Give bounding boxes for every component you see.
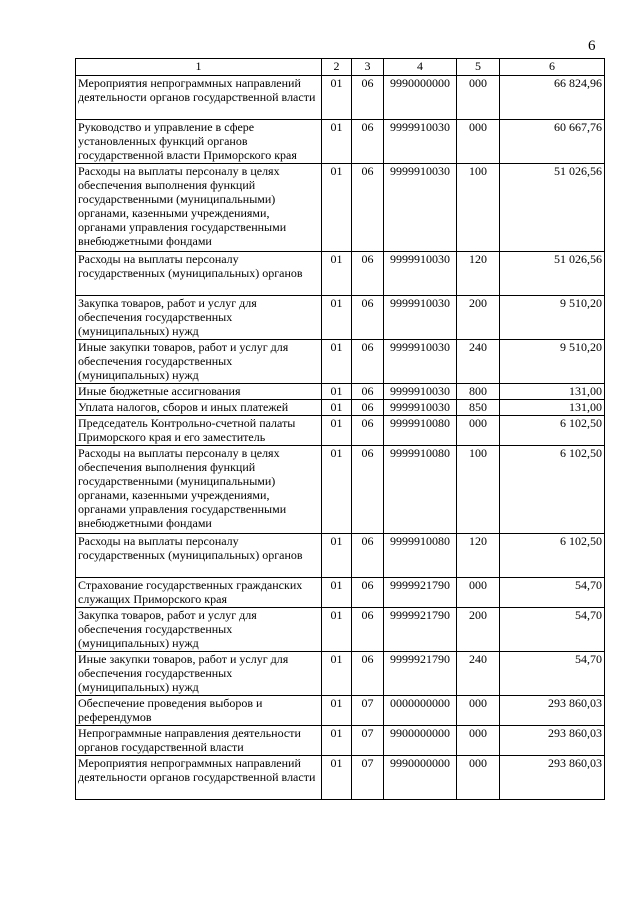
subsection-code: 07 xyxy=(352,726,384,756)
amount: 6 102,50 xyxy=(500,416,605,446)
section-code: 01 xyxy=(322,608,352,652)
expense-type-code: 120 xyxy=(457,252,500,296)
section-code: 01 xyxy=(322,446,352,534)
row-name: Закупка товаров, работ и услуг для обеспечения государственных (муниципальных) нужд xyxy=(76,296,322,340)
section-code: 01 xyxy=(322,76,352,120)
target-code: 9999910030 xyxy=(384,400,457,416)
table-row xyxy=(76,76,605,120)
row-name: Расходы на выплаты персоналу в целях обеспечения выполнения функций государственными (муниципальными) органами, казенными учреждениями, органами управления государственными внебюджетными фондами xyxy=(76,446,322,534)
table-row xyxy=(76,400,605,416)
target-code: 9999910080 xyxy=(384,416,457,446)
expense-type-code: 000 xyxy=(457,120,500,164)
section-code: 01 xyxy=(322,252,352,296)
section-code: 01 xyxy=(322,726,352,756)
row-name: Закупка товаров, работ и услуг для обеспечения государственных (муниципальных) нужд xyxy=(76,608,322,652)
row-name: Расходы на выплаты персоналу государственных (муниципальных) органов xyxy=(76,534,322,578)
table-row xyxy=(76,296,605,340)
target-code: 9900000000 xyxy=(384,726,457,756)
header-cell: 6 xyxy=(500,59,605,76)
row-name: Обеспечение проведения выборов и референдумов xyxy=(76,696,322,726)
amount: 54,70 xyxy=(500,608,605,652)
expense-type-code: 000 xyxy=(457,76,500,120)
subsection-code: 06 xyxy=(352,76,384,120)
row-name: Мероприятия непрограммных направлений деятельности органов государственной власти xyxy=(76,756,322,800)
subsection-code: 06 xyxy=(352,534,384,578)
subsection-code: 06 xyxy=(352,446,384,534)
header-cell: 1 xyxy=(76,59,322,76)
subsection-code: 06 xyxy=(352,416,384,446)
row-name: Иные закупки товаров, работ и услуг для обеспечения государственных (муниципальных) нужд xyxy=(76,652,322,696)
table-row xyxy=(76,340,605,384)
target-code: 9999910080 xyxy=(384,534,457,578)
page-number: 6 xyxy=(588,38,596,54)
expense-type-code: 100 xyxy=(457,164,500,252)
expense-type-code: 000 xyxy=(457,416,500,446)
section-code: 01 xyxy=(322,416,352,446)
target-code: 9999910030 xyxy=(384,120,457,164)
row-name: Непрограммные направления деятельности органов государственной власти xyxy=(76,726,322,756)
expense-type-code: 800 xyxy=(457,384,500,400)
row-name: Руководство и управление в сфере установленных функций органов государственной власти Приморского края xyxy=(76,120,322,164)
budget-table xyxy=(75,58,605,800)
section-code: 01 xyxy=(322,296,352,340)
expense-type-code: 000 xyxy=(457,578,500,608)
header-cell: 2 xyxy=(322,59,352,76)
target-code: 9999910030 xyxy=(384,296,457,340)
subsection-code: 07 xyxy=(352,696,384,726)
target-code: 9999910030 xyxy=(384,252,457,296)
amount: 293 860,03 xyxy=(500,726,605,756)
subsection-code: 06 xyxy=(352,164,384,252)
target-code: 9999921790 xyxy=(384,652,457,696)
subsection-code: 06 xyxy=(352,400,384,416)
row-name: Расходы на выплаты персоналу в целях обеспечения выполнения функций государственными (муниципальными) органами, казенными учреждениями, органами управления государственными внебюджетными фондами xyxy=(76,164,322,252)
table-row xyxy=(76,534,605,578)
expense-type-code: 100 xyxy=(457,446,500,534)
section-code: 01 xyxy=(322,400,352,416)
subsection-code: 06 xyxy=(352,578,384,608)
subsection-code: 06 xyxy=(352,608,384,652)
expense-type-code: 000 xyxy=(457,726,500,756)
table-row xyxy=(76,726,605,756)
target-code: 9999910030 xyxy=(384,164,457,252)
amount: 6 102,50 xyxy=(500,534,605,578)
amount: 293 860,03 xyxy=(500,756,605,800)
target-code: 9999910030 xyxy=(384,384,457,400)
section-code: 01 xyxy=(322,340,352,384)
subsection-code: 06 xyxy=(352,120,384,164)
table-row xyxy=(76,756,605,800)
row-name: Страхование государственных гражданских служащих Приморского края xyxy=(76,578,322,608)
table-row xyxy=(76,252,605,296)
section-code: 01 xyxy=(322,756,352,800)
table-row xyxy=(76,384,605,400)
subsection-code: 06 xyxy=(352,340,384,384)
section-code: 01 xyxy=(322,164,352,252)
section-code: 01 xyxy=(322,696,352,726)
header-cell: 4 xyxy=(384,59,457,76)
target-code: 9990000000 xyxy=(384,756,457,800)
section-code: 01 xyxy=(322,652,352,696)
section-code: 01 xyxy=(322,120,352,164)
subsection-code: 06 xyxy=(352,252,384,296)
table-row xyxy=(76,578,605,608)
section-code: 01 xyxy=(322,578,352,608)
amount: 51 026,56 xyxy=(500,164,605,252)
target-code: 9999921790 xyxy=(384,608,457,652)
expense-type-code: 240 xyxy=(457,340,500,384)
target-code: 9999921790 xyxy=(384,578,457,608)
target-code: 0000000000 xyxy=(384,696,457,726)
row-name: Расходы на выплаты персоналу государственных (муниципальных) органов xyxy=(76,252,322,296)
table-row xyxy=(76,416,605,446)
section-code: 01 xyxy=(322,534,352,578)
amount: 9 510,20 xyxy=(500,296,605,340)
target-code: 9999910030 xyxy=(384,340,457,384)
expense-type-code: 000 xyxy=(457,756,500,800)
expense-type-code: 240 xyxy=(457,652,500,696)
header-cell: 3 xyxy=(352,59,384,76)
amount: 51 026,56 xyxy=(500,252,605,296)
row-name: Иные бюджетные ассигнования xyxy=(76,384,322,400)
amount: 293 860,03 xyxy=(500,696,605,726)
amount: 131,00 xyxy=(500,400,605,416)
amount: 9 510,20 xyxy=(500,340,605,384)
header-cell: 5 xyxy=(457,59,500,76)
section-code: 01 xyxy=(322,384,352,400)
subsection-code: 06 xyxy=(352,296,384,340)
target-code: 9999910080 xyxy=(384,446,457,534)
row-name: Уплата налогов, сборов и иных платежей xyxy=(76,400,322,416)
amount: 131,00 xyxy=(500,384,605,400)
table-row xyxy=(76,120,605,164)
target-code: 9990000000 xyxy=(384,76,457,120)
table-row xyxy=(76,446,605,534)
table-row xyxy=(76,164,605,252)
amount: 6 102,50 xyxy=(500,446,605,534)
subsection-code: 07 xyxy=(352,756,384,800)
amount: 54,70 xyxy=(500,652,605,696)
expense-type-code: 850 xyxy=(457,400,500,416)
subsection-code: 06 xyxy=(352,384,384,400)
row-name: Иные закупки товаров, работ и услуг для обеспечения государственных (муниципальных) нужд xyxy=(76,340,322,384)
header-row xyxy=(76,59,605,76)
table-row xyxy=(76,608,605,652)
row-name: Мероприятия непрограммных направлений деятельности органов государственной власти xyxy=(76,76,322,120)
expense-type-code: 200 xyxy=(457,608,500,652)
table-row xyxy=(76,696,605,726)
amount: 54,70 xyxy=(500,578,605,608)
expense-type-code: 200 xyxy=(457,296,500,340)
row-name: Председатель Контрольно-счетной палаты Приморского края и его заместитель xyxy=(76,416,322,446)
expense-type-code: 120 xyxy=(457,534,500,578)
expense-type-code: 000 xyxy=(457,696,500,726)
table-row xyxy=(76,652,605,696)
amount: 66 824,96 xyxy=(500,76,605,120)
amount: 60 667,76 xyxy=(500,120,605,164)
subsection-code: 06 xyxy=(352,652,384,696)
